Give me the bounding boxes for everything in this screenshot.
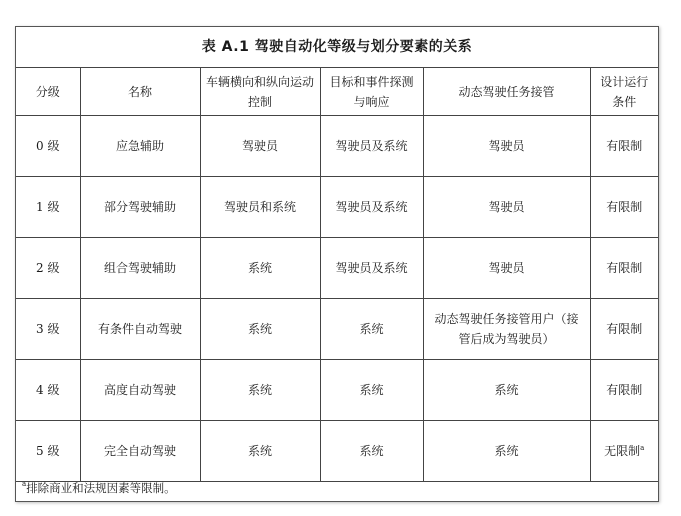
cell-control: 驾驶员: [200, 116, 320, 177]
cell-oedr: 驾驶员及系统: [320, 238, 423, 299]
cell-odd: [590, 177, 658, 238]
cell-oedr: 系统: [320, 299, 423, 360]
footnote-text: 排除商业和法规因素等限制。: [26, 481, 176, 495]
cell-odd: [590, 238, 658, 299]
table-frame: [15, 26, 659, 502]
cell-level: 3 级: [16, 299, 80, 360]
footnote-mark: a: [22, 480, 27, 488]
cell-odd-text: 有限制: [606, 383, 643, 397]
cell-level: 1 级: [16, 177, 80, 238]
table-row: [16, 421, 658, 482]
cell-oedr: 驾驶员及系统: [320, 116, 423, 177]
cell-level: 2 级: [16, 238, 80, 299]
cell-level: 4 级: [16, 360, 80, 421]
table-title: 表 A.1 驾驶自动化等级与划分要素的关系: [201, 39, 473, 55]
cell-oedr: 系统: [320, 360, 423, 421]
cell-fallback: 驾驶员: [423, 177, 590, 238]
cell-fallback: 驾驶员: [423, 238, 590, 299]
cell-name: 组合驾驶辅助: [80, 238, 200, 299]
header-row: [16, 68, 658, 116]
cell-name: 应急辅助: [80, 116, 200, 177]
table-row: [16, 238, 658, 299]
cell-odd: [590, 421, 658, 482]
cell-fallback: 动态驾驶任务接管用户（接管后成为驾驶员）: [423, 299, 590, 360]
table-row: [16, 116, 658, 177]
cell-oedr: 驾驶员及系统: [320, 177, 423, 238]
cell-name: 完全自动驾驶: [80, 421, 200, 482]
cell-name: 部分驾驶辅助: [80, 177, 200, 238]
header-fallback: 动态驾驶任务接管: [423, 68, 590, 116]
cell-fallback: 系统: [423, 421, 590, 482]
cell-control: 系统: [200, 360, 320, 421]
cell-level: 0 级: [16, 116, 80, 177]
table-footnote: [22, 477, 176, 499]
cell-odd-text: 有限制: [606, 200, 643, 214]
header-name: 名称: [80, 68, 200, 116]
cell-control: 驾驶员和系统: [200, 177, 320, 238]
cell-odd: [590, 116, 658, 177]
cell-odd-text: 无限制: [604, 444, 641, 458]
header-odd: 设计运行条件: [590, 68, 658, 116]
cell-name: 高度自动驾驶: [80, 360, 200, 421]
cell-control: 系统: [200, 421, 320, 482]
cell-odd: [590, 299, 658, 360]
cell-name: 有条件自动驾驶: [80, 299, 200, 360]
table-row: [16, 360, 658, 421]
cell-odd: [590, 360, 658, 421]
table-row: [16, 299, 658, 360]
cell-control: 系统: [200, 299, 320, 360]
cell-odd-text: 有限制: [606, 261, 643, 275]
header-control: 车辆横向和纵向运动控制: [200, 68, 320, 116]
cell-odd-footnote-mark: a: [640, 444, 645, 452]
cell-level: 5 级: [16, 421, 80, 482]
table-row: [16, 177, 658, 238]
header-level: 分级: [16, 68, 80, 116]
cell-oedr: 系统: [320, 421, 423, 482]
cell-fallback: 系统: [423, 360, 590, 421]
cell-odd-text: 有限制: [606, 322, 643, 336]
cell-odd-text: 有限制: [606, 139, 643, 153]
header-oedr: 目标和事件探测与响应: [320, 68, 423, 116]
cell-fallback: 驾驶员: [423, 116, 590, 177]
cell-control: 系统: [200, 238, 320, 299]
automation-levels-table: [16, 67, 658, 482]
